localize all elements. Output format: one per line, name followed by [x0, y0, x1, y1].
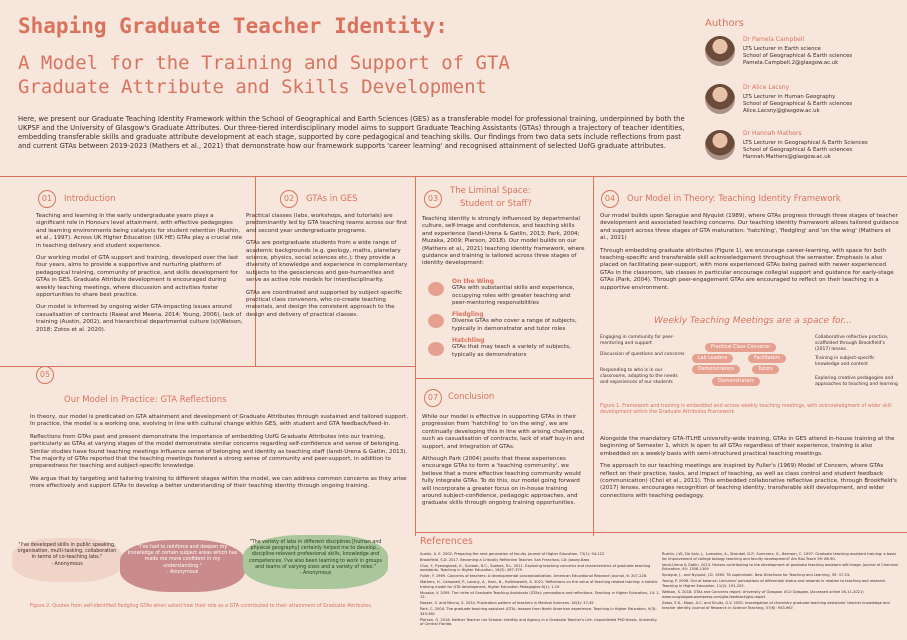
- quote-text: "I've developed skills in public speaking, organisation, multi-tasking, collaboration in terms of co-teaching labs.": [17, 543, 117, 561]
- paragraph: Alongside the mandatory GTA-ITLHE university-wide training, GTAs in GES attend in-house training at the beginning of Semester 1, which is open to all GTAs regardless of their experience, training is also embedded on a weekly basis with semi-structured practical teaching meetings.: [600, 436, 895, 457]
- quote-text: "The variety of labs in different disciplines [human and physical geography] certainly helped me to develop... discipline-relevant professional skills, knowledge and competences. I've also been learning to work in groups and teams of varying sizes and a variety of roles.": [249, 540, 382, 570]
- role-pill: Tutors: [752, 365, 779, 374]
- reference-item: Watson, S. 2018. GTAs and Concerns report. University of Glasgow. UCU Glasgow. (Accessed online 26-11-2021): [662, 589, 864, 594]
- quote-bubble: [12, 538, 122, 582]
- avatar: [705, 130, 735, 160]
- section-title: Our Model in Theory: Teaching Identity Framework: [627, 194, 841, 204]
- references-column: [420, 552, 660, 628]
- paragraph: While our model is effective in supporting GTAs in their progression from 'hatchling' to 'on the wing', we are continually developing this in line with arising challenges, such as casualisation of contracts, lack of staff buy-in and support, and integration of GTAs.: [422, 414, 585, 450]
- paragraph: Reflections from GTAs past and present demonstrate the importance of embedding UofG Graduate Attributes into our training, particularly as GTAs at varying stages of the model demonstrate similar concerns regarding self-confidence and sense of belonging. Similar studies have found teaching meetings influence sense of belonging and identity as teaching staff (Iandi-Urena & Gatlin, 2013). The majority of GTAs reported that the teaching meetings fostered a strong sense of community and peer-support, in addition to preparedness for teaching and subject-specific knowledge.: [30, 433, 408, 470]
- section-title: The Liminal Space:: [450, 186, 531, 196]
- author-card: [705, 36, 905, 86]
- section-number: 01: [38, 190, 56, 208]
- stage-name: Fledgling: [452, 311, 484, 318]
- divider: [0, 176, 907, 177]
- section-body: [30, 414, 410, 496]
- paragraph: Teaching and learning in the early undergraduate years plays a significant role in Honours level attainment, with effective pedagogies and learning environments being catalysts for student retention (Rushin, et al., 1997). Across UK Higher Education (UK HE) GTAs play a crucial role in teaching delivery and student experience.: [36, 213, 243, 249]
- reference-item: Pierson, G. 2018. Neither Teacher nor Scholar: Identity and Agency in a Graduate Teacher's Life. Unpublished PhD thesis. University of Central Florida.: [420, 617, 657, 627]
- figure1-label: Exploring creative pedagogies and approaches to teaching and learning: [815, 376, 898, 387]
- paragraph: Practical classes (labs, workshops, and tutorials) are predominantly led by GTA teaching teams across our first and second year undergraduate programs.: [246, 213, 408, 234]
- paragraph: The approach to our teaching meetings are inspired by Fuller's (1969) Model of Concern, where GTAs reflect on their practice, tasks, and impact of teaching, as well as class control and student feedback (communication) (Choi et al., 2011). This embedded collaborative reflective practice, through Brookfield's (2017) lenses, encourages recognition of teaching identity, transferable skill development, and wider connections with teaching pedagogy.: [600, 463, 897, 499]
- section-number: 03: [424, 190, 442, 208]
- quote-attribution: - Anonymous: [166, 569, 199, 575]
- section-body: [600, 213, 900, 297]
- avatar: [705, 36, 735, 66]
- paragraph: Through embedding graduate attributes (Figure 1), we encourage career-learning, with space for both teaching-specific and transferable skill acknowledgement throughout the semester. Emphasis is also placed on facilitating peer-support, with more experienced GTAs being paired with newer experienced GTAs in the classroom, lab classes in particular encourage collegial support and guidance for early-stage GTAs (Park, 2004). Through peer-engagement GTAs are encouraged to reflect on their teaching in a supportive environment.: [600, 247, 894, 291]
- divider: [593, 176, 594, 536]
- bird-icon: [428, 282, 444, 296]
- paragraph: GTAs are postgraduate students from a wide range of academic backgrounds (e.g. geology, maths, planetary science, physics, social sciences etc.); they provide a diversity of knowledge and experience in complementary subjects to the geosciences and geo-humanities and serve as active role models for interdisciplinarity.: [246, 240, 408, 284]
- figure1-heading: Weekly Teaching Meetings are a space for...: [654, 316, 852, 326]
- figure1-caption: Figure 1. Framework and training is embedded and across weekly teaching meetings, with acknowledgment of wider skill development within the Graduate Attributes Framework: [600, 404, 892, 416]
- author-name: Dr Alice Lacsny: [743, 84, 790, 91]
- figure1-diagram: [600, 330, 900, 402]
- divider: [415, 176, 416, 536]
- figure1-label: Discussion of questions and concerns: [600, 352, 685, 357]
- chick-icon: [428, 314, 444, 328]
- paragraph: In theory, our model is predicated on GTA attainment and development of Graduate Attributes through sustained and tailored support. In practice, the model is a working one, evolving in line with cultural change within GES, with student and GTA feedback/feed-in.: [30, 414, 409, 428]
- reference-item: Young, P. 2006. Out of balance: Lecturers' perceptions of differential status and rewards in relation to teaching and research. Teaching in Higher Education, 11(2): 191-202.: [662, 578, 887, 588]
- stage-name: On the Wing: [452, 278, 494, 285]
- stage-fledgling: [452, 311, 586, 333]
- reference-item[interactable]: www.ucuglasgow.wordpress.com/gta-feedback/gta-report: [662, 595, 766, 600]
- figure1-label: Training in subject-specific knowledge and content: [815, 356, 875, 367]
- reference-item: Park, C. 2004. The graduate teaching assistant (GTA): lessons from North American experience. Teaching in Higher Education, 9(3): 349-361: [420, 606, 657, 616]
- author-role: LTS Lecturer in Geographical & Earth Sciences: [743, 140, 868, 146]
- reference-item: Muzaka, V. 2009. The niche of Graduate Teaching Assistants (GTAs): perceptions and reflections. Teaching in Higher Education, 14: 1-12.: [420, 590, 660, 600]
- reference-item: Iandi-Urena & Gatlin. 2013. Factors contributing to the development of graduate teaching assistant self-image. Journal of Chemical Education, 90: 1308-1309: [662, 562, 898, 572]
- author-email[interactable]: Alice.Lacsny@glasgow.ac.uk: [743, 108, 820, 114]
- author-email[interactable]: Hannah.Mathers@glasgow.ac.uk: [743, 154, 831, 160]
- section-body: [246, 213, 410, 324]
- quote-attribution: - Anonymous: [51, 561, 83, 567]
- paragraph: We argue that by targeting and tailoring training to different stages within the model, we can address common concerns as they arise more effectively and support GTAs to develop a better understanding of their teaching identity through ongoing training.: [30, 475, 407, 490]
- author-role: LTS Lecturer in Human Geography: [743, 94, 836, 100]
- section-body: [422, 414, 588, 513]
- stage-on-the-wing: [452, 278, 586, 308]
- reference-item: Mathers, H., Campbell, P., Lacsny, A., Harn, N., Hollinsworth, A. 2021. Reflections on the value of teaching related training: a holistic training model for GTA development. Higher Education Pedagogies 6(1): 1-19: [420, 579, 658, 589]
- references-column: [662, 552, 900, 612]
- paragraph: GTAs are coordinated and supported by subject-specific practical class convenors, who co-create teaching materials, and design the consistent approach to the design and delivery of practical classes.: [246, 289, 403, 318]
- figure1-label: Responding to who is in our classrooms, adapting to the needs and experiences of our students: [600, 368, 678, 385]
- role-pill: Facilitators: [748, 354, 786, 363]
- section-title: Our Model in Practice: GTA Reflections: [64, 395, 227, 405]
- section-number: 05: [36, 366, 54, 384]
- section-body: Teaching identity is strongly influenced by departmental culture, self-image and confidence, and teaching skills and experience (Iandi-Urena & Gatlin, 2013; Park, 2004; Muzaka, 2009; Pierson, 2018). Our model builds on our (Mathers et al., 2021) teaching identity framework, where guidance and training is tailored across three stages of identity development:: [422, 216, 585, 267]
- reference-item: Fuller, F. 1969. Concerns of teachers: A developmental conceptualization. American Educational Research Journal, 6: 207-226.: [420, 574, 648, 579]
- section-body: [36, 213, 244, 339]
- paragraph: Our model builds upon Sprague and Nyquist (1989), where GTAs progress through three stages of teacher development and associated teaching concerns. Our teaching identity framework allows tailored guidance and support across three stages of GTA maturation: 'hatchling', 'fledgling' and 'on the wing' (Mathers et al., 2021): [600, 213, 899, 242]
- section-body: [600, 436, 900, 505]
- figure1-label: Collaborative reflective practice, scaffolded through Brookfield's (2017) lenses.: [815, 335, 889, 352]
- reference-item: Rushin, J.W., De Saix, J., Lumsden, A., Streubel, D.P., Summers, G., Bernson, C. 1997. Graduate teaching assistant training: a basis for improvement of college biology teaching and faculty development? Am Biol Teach 59: 86-90.: [662, 552, 897, 561]
- author-email[interactable]: Pamela.Campbell.2@glasgow.ac.uk: [743, 60, 839, 66]
- stage-description: GTAs with substantial skills and experience, occupying roles with greater teaching and peer-mentoring responsibilities: [452, 285, 575, 307]
- quote-bubble: [120, 540, 245, 592]
- intro-paragraph: Here, we present our Graduate Teaching Identity Framework within the School of Geographical and Earth Sciences (GES) as a transferable model for professional training, underpinned by both the UKPSF and the University of Glasgow's Graduate Attributes. Our three-tiered interdisciplinary model aims to support Graduate Teaching Assistants (GTAs) through a trajectory of teacher identities, embedding transferable skills and graduate attribute development at each stage, supported by core pedagogical and teaching skills. Our findings from two data sets include reflections from past and current GTAs between 2019-2023 (Mathers et al., 2021) that demonstrate how our framework supports 'career learning' and recognised attainment of selected UofG graduate attributes.: [18, 115, 685, 150]
- reference-item: Choi, Y., Pyeongkook, K., Sunoah, R.C., Soohee, R.L. 2011. Exploring teaching concerns and characteristics of graduate teaching assistants. Teaching in Higher Education, 16(3): 367-379: [420, 563, 651, 573]
- author-name: Dr Pamela Campbell: [743, 36, 805, 43]
- section-number: 04: [601, 190, 619, 208]
- stage-hatchling: [452, 337, 586, 359]
- quote-bubble: [243, 535, 388, 589]
- reference-item: Zotos, E.K., Moon, A.C. and Shultz, G.V. 2020. Investigation of chemistry graduate teaching assistants' teacher knowledge and teacher identity. Journal of Research in Science Teaching, 57(6): 943-967.: [662, 601, 890, 610]
- quote-text: "I've had to reinforce and deepen my knowledge of certain subject areas which has made me more confident in my understanding.": [127, 545, 238, 569]
- author-school: School of Geographical & Earth sciences: [743, 147, 853, 153]
- section-title: Student or Staff?: [460, 199, 532, 209]
- quote-attribution: - Anonymous: [299, 571, 332, 577]
- paragraph: Our model is informed by ongoing wider GTA-impacting issues around casualisation of contracts (Rawal and Meena, 2014; Young, 2006), lack of training (Austin, 2002), and hierarchical departmental culture (s)(Watson, 2018; Zotos et al. 2020).: [36, 304, 243, 333]
- stage-name: Hatchling: [452, 337, 485, 344]
- author-name: Dr Hannah Mathers: [743, 130, 802, 137]
- divider: [0, 366, 415, 367]
- stage-description: Diverse GTAs who cover a range of subjects, typically in demonstrator and tutor roles: [452, 318, 577, 332]
- author-school: School of Geographical & Earth sciences: [743, 101, 853, 107]
- poster-subtitle-line1: A Model for the Training and Support of GTA: [18, 52, 510, 74]
- poster-subtitle-line2: Graduate Attribute and Skills Development: [18, 76, 487, 98]
- paragraph: Our working model of GTA support and training, developed over the last four years, aims to provide a supportive and nurturing platform of pedagogical training, community of practice, and skills development for GTAs in GES. Graduate Attribute development is encouraged during weekly teaching meetings, where discussion and activities foster opportunities to share best practice.: [36, 255, 239, 299]
- role-pill: Demonstrators: [692, 365, 740, 374]
- section-number: 07: [424, 389, 442, 407]
- reference-item: Brookfield, S.D. 2017. Becoming a Critically Reflective Teacher. San Francisco, CA: Jossey-Bass: [420, 557, 590, 562]
- section-number: 02: [280, 190, 298, 208]
- role-pill: Practical Class Convenor: [705, 343, 776, 352]
- reference-item: Sprague, J., and Nyquist, J.D. 1989. TA supervision. New Directions for Teaching and Learning, 39: 37-53.: [662, 573, 851, 578]
- divider: [415, 378, 593, 379]
- figure1-label: Engaging in community for peer-mentoring and support: [600, 335, 675, 346]
- paragraph: Although Park (2004) posits that these experiences encourage GTAs to form a 'teaching community', we believe that a more effective teaching community would fully integrate GTAs. To do this, our model going forward will incorporate a greater focus on in-house training around subject-confidence, pedagogic approaches, and graduate skills through ongoing training opportunities.: [422, 456, 581, 507]
- avatar: [705, 84, 735, 114]
- section-title: GTAs in GES: [306, 194, 358, 204]
- author-card: [705, 84, 905, 134]
- reference-item: Nasser, S. and Mecna, S. 2014. Publication pattern of teachers in Medical Sciences. 18(3): 37-45: [420, 601, 594, 606]
- role-pill: Demonstrators: [712, 377, 760, 386]
- references-heading: References: [420, 536, 473, 547]
- author-card: [705, 130, 905, 180]
- section-title: Conclusion: [448, 392, 495, 402]
- role-pill: Lab Leaders: [692, 354, 733, 363]
- authors-heading: Authors: [705, 18, 744, 29]
- section-title: Introduction: [64, 194, 116, 204]
- stage-description: GTAs that may teach a variety of subjects, typically as demonstrators: [452, 344, 571, 358]
- figure2-caption: Figure 2. Quotes from self-identified fledgling GTAs when asked how their role as a GTA contributed to their attainment of Graduate Attributes.: [30, 604, 373, 609]
- author-role: LTS Lecturer in Earth science: [743, 46, 821, 52]
- divider: [415, 532, 907, 533]
- poster-title: Shaping Graduate Teacher Identity:: [18, 14, 448, 38]
- hatching-egg-icon: [428, 342, 444, 356]
- author-school: School of Geographical & Earth sciences: [743, 53, 853, 59]
- reference-item: Austin, A. E. 2002. Preparing the next generation of faculty. Journal of Higher Education, 73(1): 94-122: [420, 552, 605, 556]
